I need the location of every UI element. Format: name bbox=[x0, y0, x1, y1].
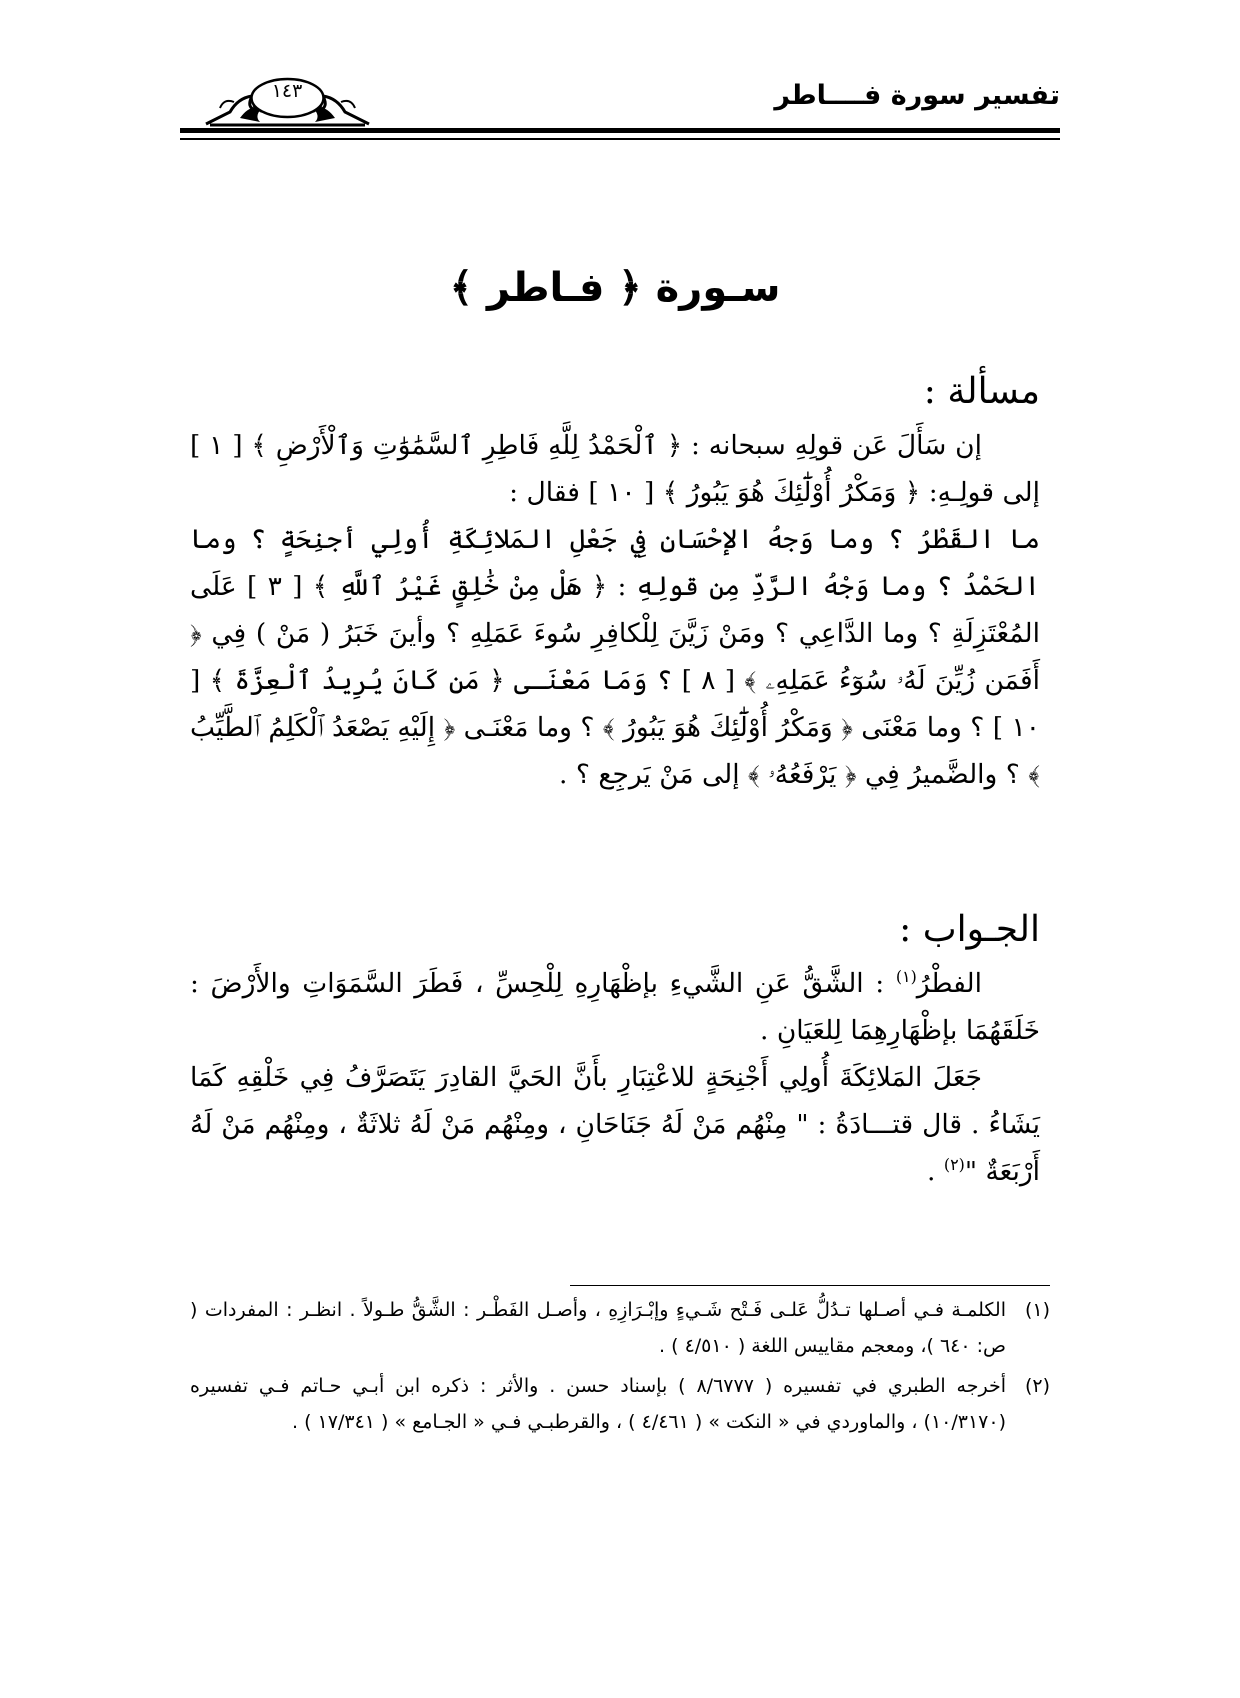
question-section bbox=[190, 362, 1040, 798]
footnote-reference[interactable]: (٢) bbox=[943, 1155, 965, 1175]
footnote-text: أخرجه الطبري في تفسيره ( ٨/٦٧٧٧ ) بإسناد حسن . والأثر : ذكره ابن أبـي حـاتم فـي تفسيره (١٠/٣١٧٠) ، والماوردي في « النكت » ( ٤/٤٦١ ) ، والقرطبـي فـي « الجـامع » ( ١٧/٣٤١ ) . bbox=[190, 1375, 1006, 1433]
answer-text: : الشَّقُّ عَنِ الشَّيءِ بإظْهَارِهِ لِلْحِسِّ ، فَطَرَ السَّمَوَاتِ والأَرْضَ : خَلَقَهُمَا بإظْهَارِهِمَا لِلعَيَانِ . bbox=[190, 968, 1040, 1046]
surah-title: سـورة ﴿ فـاطر ﴾ bbox=[449, 265, 781, 311]
answer-text-end: . bbox=[927, 1156, 944, 1187]
answer-paragraph bbox=[190, 960, 1040, 1054]
answer-heading: الجـواب : bbox=[899, 909, 1040, 950]
answer-paragraph bbox=[190, 1054, 1040, 1195]
page-header bbox=[180, 62, 1060, 152]
footnote-number: (٢) bbox=[1024, 1375, 1050, 1397]
answer-term: الفطْرُ bbox=[916, 968, 982, 999]
page-number: ١٤٣ bbox=[271, 80, 303, 102]
question-paragraph: إن سَأَلَ عَن قولِهِ سبحانه : ﴿ ٱلْحَمْدُ لِلَّهِ فَاطِرِ ٱلسَّمَٰوَٰتِ وَٱلْأَرْضِ ﴾ [ ١ ] إلى قولِـهِ: ﴿ وَمَكْرُ أُوْلَٰٓئِكَ هُوَ يَبُورُ ﴾ [ ١٠ ] فقال : bbox=[190, 430, 1040, 508]
answer-text: جَعَلَ المَلائِكَةَ أُولِي أَجْنِحَةٍ للاعْتِبَارِ بأَنَّ الحَيَّ القادِرَ يَتَصَرَّفُ فِي خَلْقِهِ كَمَا يَشَاءُ . قال قتـــادَةُ : " مِنْهُم مَنْ لَهُ جَنَاحَانِ ، ومِنْهُم مَنْ لَهُ ثلاثَةٌ ، ومِنْهُم مَنْ لَهُ أَرْبَعَةٌ " bbox=[190, 1062, 1040, 1187]
header-rule-thick bbox=[180, 128, 1060, 133]
footnotes bbox=[190, 1292, 1050, 1444]
footnote-reference[interactable]: (١) bbox=[895, 967, 917, 987]
footnote-number: (١) bbox=[1024, 1299, 1050, 1321]
footnote bbox=[190, 1368, 1050, 1440]
footnote-text: الكلمـة فـي أصـلها تـدُلُّ عَلـى فَـتْح شَـيءٍ وإبْـرَازِهِ ، وأصـل الفَطْـر : الشَّقُّ طـولاً . انظـر : المفردات ( ص: ٦٤٠ )، ومعجم مقاييس اللغة ( ٤/٥١٠ ) . bbox=[190, 1299, 1006, 1357]
footnote-separator bbox=[570, 1285, 1050, 1286]
question-paragraph: ما القَطْرُ ؟ وما وَجهُ الإحْسَانِ فِي جَعْلِ المَلائِكَةِ أُولِي أجنِحَةٍ ؟ وما الحَمْدُ ؟ وما وَجْهُ الرَّدِّ مِن قولِهِ : ﴿ هَلْ مِنْ خَٰلِقٍ غَيْرُ ٱللَّهِ ﴾ [ ٣ ] عَلَى المُعْتَزِلَةِ ؟ وما الدَّاعِي ؟ ومَنْ زَيَّنَ لِلْكافِرِ سُوءَ عَمَلِهِ ؟ وأينَ خَبَرُ ( مَنْ ) فِي ﴿ أَفَمَن زُيِّنَ لَهُۥ سُوٓءُ عَمَلِهِۦ ﴾ [ ٨ ] ؟ وَمَا مَعْنَـى ﴿ مَن كَانَ يُرِيدُ ٱلْعِزَّةَ ﴾ [ ١٠ ] ؟ وما مَعْنَى ﴿ وَمَكْرُ أُوْلَٰٓئِكَ هُوَ يَبُورُ ﴾ ؟ وما مَعْنَـى ﴿ إِلَيْهِ يَصْعَدُ ٱلْكَلِمُ ٱلطَّيِّبُ ﴾ ؟ والضَّميرُ فِي ﴿ يَرْفَعُهُۥ ﴾ إلى مَنْ يَرجِع ؟ . bbox=[190, 524, 1041, 790]
question-heading: مسألة : bbox=[923, 371, 1040, 412]
footnote bbox=[190, 1292, 1050, 1364]
answer-section bbox=[190, 900, 1040, 1195]
header-rule-thin bbox=[180, 138, 1060, 140]
running-title: تفسير سورة فــــاطر bbox=[774, 80, 1060, 111]
